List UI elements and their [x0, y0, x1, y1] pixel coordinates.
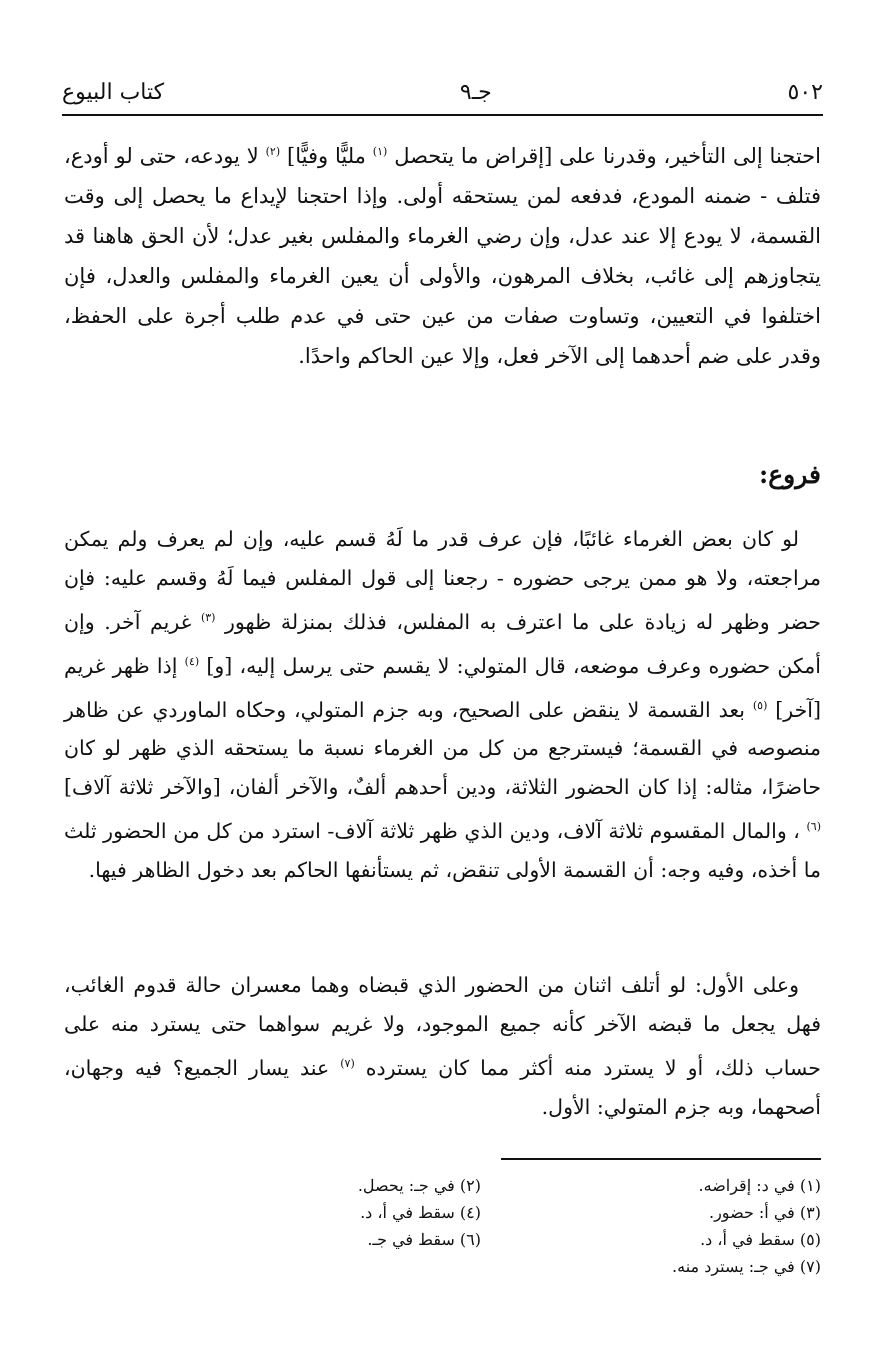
paragraph-text: غريم آخر. وإن أمكن حضوره وعرف موضعه، قال المتولي: لا يقسم حتى يرسل إليه، [و]: [64, 609, 821, 678]
footnote-ref: (٣): [200, 611, 216, 624]
paragraph-text: بعد القسمة لا ينقض على الصحيح، وبه جزم المتولي، وحكاه الماوردي عن ظاهر منصوصه في القسمة؛ فيسترجع من كل من الغرماء نسبة ما يستحقه الذي ظهر لو كان حاضرًا، مثاله: إذا كان الحضور الثلاثة، ودين أحدهم ألفٌ، والآخر ألفان، [والآخر ثلاثة آلاف]: [64, 697, 821, 800]
footnote-ref: (٤): [184, 654, 200, 668]
footnote-3: (٣) في أ: حضور.: [708, 1203, 821, 1222]
footnote-ref: (٥): [752, 698, 768, 712]
paragraph-text: مليًّا وفيًّا]: [287, 144, 366, 168]
paragraph-text: إذا ظهر غريم [آخر]: [64, 653, 821, 722]
footnote-2: (٢) في جـ: يحصل.: [357, 1176, 481, 1195]
paragraph-text: ، والمال المقسوم ثلاثة آلاف، ودين الذي ظهر ثلاثة آلاف- استرد من كل من الحضور ثلث ما أخذه، وفيه وجه: أن القسمة الأولى تنقض، ثم يستأنفها الحاكم بعد دخول الظاهر فيها.: [64, 819, 821, 883]
footnote-ref: (٢): [265, 145, 281, 158]
header-divider: [62, 114, 823, 116]
footnote-6: (٦) سقط في جـ.: [367, 1230, 481, 1249]
paragraph-3: [64, 966, 821, 1127]
paragraph-1: [64, 132, 821, 376]
paragraph-text: وعلى الأول: لو أتلف اثنان من الحضور الذي قبضاه وهما معسران حالة قدوم الغائب، فهل يجعل ما قبضه الآخر كأنه جميع الموجود، ولا غريم سواهما حتى يسترد منه على حساب ذلك، أو لا يسترد منه أكثر مما كان يسترده: [64, 973, 821, 1080]
section-heading: فروع:: [759, 460, 821, 489]
footnote-row: [101, 1253, 821, 1280]
footnote-4: (٤) سقط في أ، د.: [360, 1203, 481, 1222]
volume-label: جـ٩: [459, 79, 492, 105]
footnote-row: [101, 1199, 821, 1226]
book-title: كتاب البيوع: [62, 79, 165, 105]
paragraph-text: لو كان بعض الغرماء غائبًا، فإن عرف قدر ما لَهُ قسم عليه، وإن لم يعرف ولم يمكن مراجعته، ولا هو ممن يرجى حضوره - رجعنا إلى قول المفلس فيما لَهُ وقسم عليه: فإن حضر وظهر له زيادة على ما اعترف به المفلس، فذلك بمنزلة ظهور: [64, 527, 821, 634]
paragraph-text: لا يودعه، حتى لو أودع، فتلف - ضمنه المودع، فدفعه لمن يستحقه أولى. وإذا احتجنا لإيداع ما يحصل إلى وقت القسمة، لا يودع إلا عند عدل، وإن رضي الغرماء والمفلس بغير عدل؛ لأن الحق هاهنا قد يتجاوزهم إلى غائب، بخلاف المرهون، والأولى أن يعين الغرماء والمفلس والعدل، فإن اختلفوا في التعيين، وتساوت صفات من عين حتى في عدم طلب أجرة على الحفظ، وقدر على ضم أحدهما إلى الآخر فعل، وإلا عين الحاكم واحدًا.: [64, 144, 821, 368]
paragraph-text: احتجنا إلى التأخير، وقدرنا على [إقراض ما يتحصل: [394, 144, 821, 168]
footnote-ref: (٧): [340, 1057, 355, 1070]
page-number: ٥٠٢: [787, 79, 823, 105]
footnote-1: (١) في د: إقراضه.: [698, 1176, 821, 1195]
footnote-7: (٧) في جـ: يسترد منه.: [672, 1257, 821, 1276]
paragraph-2: [64, 520, 821, 890]
footnote-5: (٥) سقط في أ، د.: [700, 1230, 821, 1249]
footnotes: [101, 1172, 821, 1280]
footnote-row: [101, 1226, 821, 1253]
footnote-ref: (١): [372, 145, 388, 158]
paragraph-text: عند يسار الجميع؟ فيه وجهان، أصحهما، وبه جزم المتولي: الأول.: [64, 1055, 821, 1119]
footnote-row: [101, 1172, 821, 1199]
page-header: [62, 72, 823, 112]
footnote-ref: (٦): [806, 820, 821, 834]
footnote-divider: [501, 1158, 821, 1160]
